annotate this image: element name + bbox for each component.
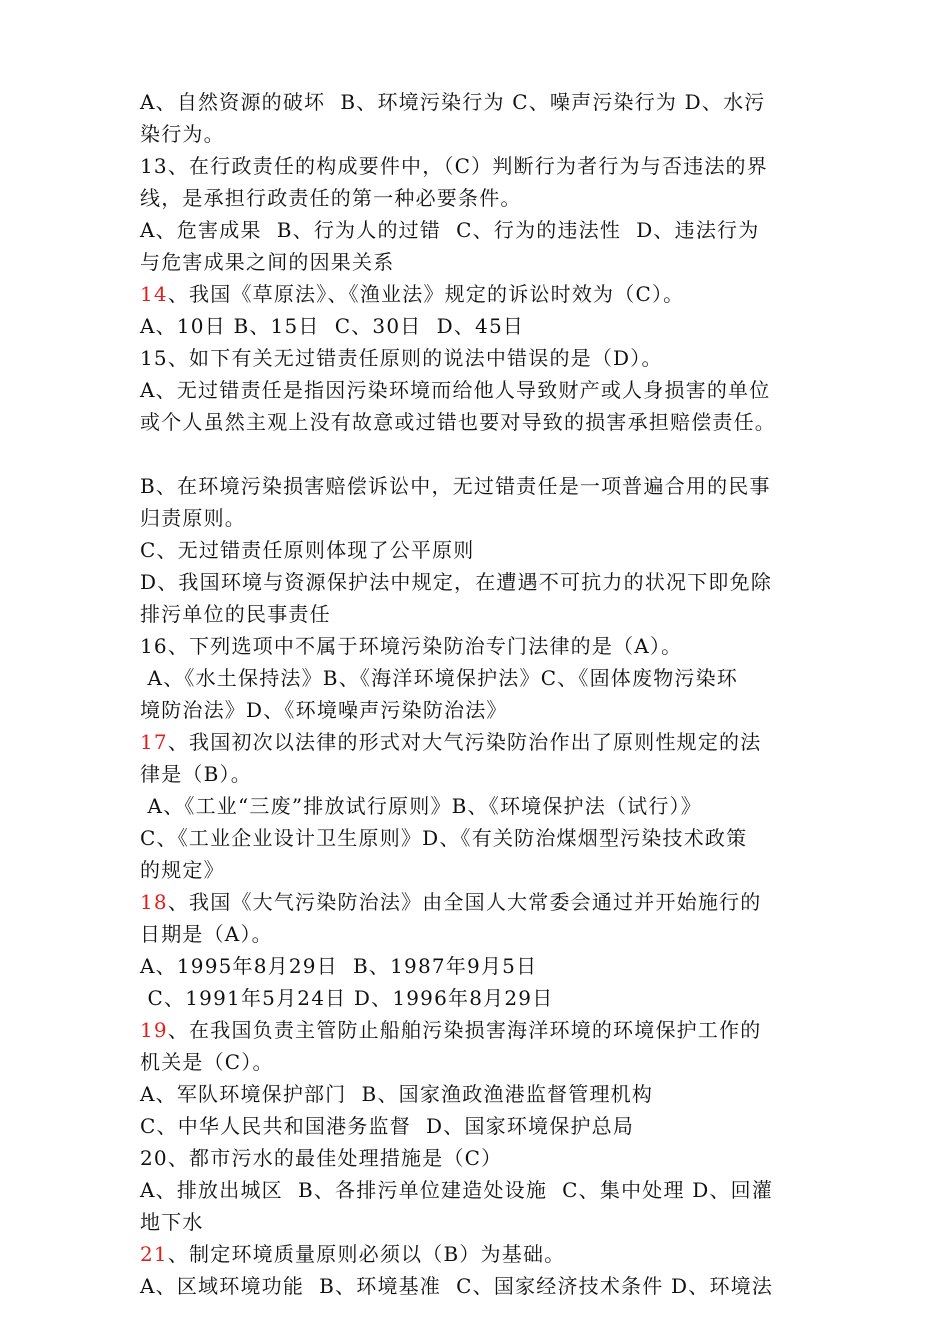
line-text: 、在行政责任的构成要件中，（C）判断行为者行为与否违法的界 bbox=[167, 154, 768, 178]
line-text: C、1991年5月24日 D、1996年8月29日 bbox=[140, 986, 554, 1010]
question-line bbox=[140, 630, 820, 662]
question-line bbox=[140, 150, 820, 182]
blank-line bbox=[140, 438, 820, 470]
text-line bbox=[140, 1270, 820, 1302]
text-line bbox=[140, 1206, 820, 1238]
line-text: 、如下有关无过错责任原则的说法中错误的是（D）。 bbox=[167, 346, 663, 370]
text-line bbox=[140, 310, 820, 342]
text-line bbox=[140, 118, 820, 150]
text-line bbox=[140, 1078, 820, 1110]
text-line bbox=[140, 566, 820, 598]
text-line bbox=[140, 694, 820, 726]
line-text: 或个人虽然主观上没有故意或过错也要对导致的损害承担赔偿责任。 bbox=[140, 410, 776, 434]
text-line bbox=[140, 758, 820, 790]
line-text: 、制定环境质量原则必须以（B）为基础。 bbox=[167, 1242, 566, 1266]
question-line bbox=[140, 278, 820, 310]
text-line bbox=[140, 790, 820, 822]
line-text: D、我国环境与资源保护法中规定，在遭遇不可抗力的状况下即免除 bbox=[140, 570, 773, 594]
line-text: A、《工业“三废”排放试行原则》B、《环境保护法（试行）》 bbox=[140, 794, 702, 818]
text-line bbox=[140, 598, 820, 630]
text-line bbox=[140, 214, 820, 246]
line-text: 归责原则。 bbox=[140, 506, 246, 530]
line-text: 、我国《草原法》、《渔业法》规定的诉讼时效为（C）。 bbox=[167, 282, 685, 306]
line-text: B、在环境污染损害赔偿诉讼中，无过错责任是一项普遍合用的民事 bbox=[140, 474, 771, 498]
text-line bbox=[140, 502, 820, 534]
question-number: 21 bbox=[140, 1242, 168, 1266]
question-number: 20 bbox=[140, 1146, 168, 1170]
question-number: 19 bbox=[140, 1018, 168, 1042]
line-text: 境防治法》D、《环境噪声污染防治法》 bbox=[140, 698, 508, 722]
question-line bbox=[140, 886, 820, 918]
line-text: C、中华人民共和国港务监督 D、国家环境保护总局 bbox=[140, 1114, 635, 1138]
text-line bbox=[140, 182, 820, 214]
text-line bbox=[140, 854, 820, 886]
question-line bbox=[140, 1142, 820, 1174]
line-text: 、都市污水的最佳处理措施是（C） bbox=[167, 1146, 503, 1170]
text-line bbox=[140, 246, 820, 278]
question-line bbox=[140, 342, 820, 374]
text-line bbox=[140, 822, 820, 854]
question-number: 13 bbox=[140, 154, 168, 178]
question-number: 15 bbox=[140, 346, 168, 370]
line-text: 地下水 bbox=[140, 1210, 204, 1234]
text-line bbox=[140, 1046, 820, 1078]
text-line bbox=[140, 470, 820, 502]
line-text: A、无过错责任是指因污染环境而给他人导致财产或人身损害的单位 bbox=[140, 378, 771, 402]
question-number: 17 bbox=[140, 730, 168, 754]
line-text: A、1995年8月29日 B、1987年9月5日 bbox=[140, 954, 538, 978]
document-page bbox=[140, 86, 820, 1302]
question-number: 16 bbox=[140, 634, 168, 658]
line-text: 排污单位的民事责任 bbox=[140, 602, 331, 626]
line-text: A、区域环境功能 B、环境基准 C、国家经济技术条件 D、环境法 bbox=[140, 1274, 774, 1298]
text-line bbox=[140, 374, 820, 406]
line-text: A、军队环境保护部门 B、国家渔政渔港监督管理机构 bbox=[140, 1082, 654, 1106]
line-text: 、我国初次以法律的形式对大气污染防治作出了原则性规定的法 bbox=[167, 730, 762, 754]
line-text: A、《水土保持法》B、《海洋环境保护法》C、《固体废物污染环 bbox=[140, 666, 739, 690]
text-line bbox=[140, 406, 820, 438]
question-line bbox=[140, 726, 820, 758]
text-line bbox=[140, 534, 820, 566]
text-line bbox=[140, 982, 820, 1014]
line-text: 、下列选项中不属于环境污染防治专门法律的是（A）。 bbox=[167, 634, 683, 658]
line-text: 的规定》 bbox=[140, 858, 225, 882]
line-text: A、10日 B、15日 C、30日 D、45日 bbox=[140, 314, 525, 338]
line-text: A、排放出城区 B、各排污单位建造处设施 C、集中处理 D、回灌 bbox=[140, 1178, 774, 1202]
line-text: 、在我国负责主管防止船舶污染损害海洋环境的环境保护工作的 bbox=[167, 1018, 762, 1042]
text-line bbox=[140, 86, 820, 118]
text-line bbox=[140, 1174, 820, 1206]
line-text: 线，是承担行政责任的第一种必要条件。 bbox=[140, 186, 522, 210]
line-text: C、《工业企业设计卫生原则》D、《有关防治煤烟型污染技术政策 bbox=[140, 826, 748, 850]
question-line bbox=[140, 1014, 820, 1046]
line-text: 、我国《大气污染防治法》由全国人大常委会通过并开始施行的 bbox=[167, 890, 762, 914]
text-line bbox=[140, 918, 820, 950]
line-text: A、自然资源的破坏 B、环境污染行为 C、噪声污染行为 D、水污 bbox=[140, 90, 766, 114]
line-text: C、无过错责任原则体现了公平原则 bbox=[140, 538, 475, 562]
line-text: 机关是（C）。 bbox=[140, 1050, 274, 1074]
line-text: A、危害成果 B、行为人的过错 C、行为的违法性 D、违法行为 bbox=[140, 218, 760, 242]
line-text: 律是（B）。 bbox=[140, 762, 252, 786]
text-line bbox=[140, 662, 820, 694]
question-line bbox=[140, 1238, 820, 1270]
question-number: 18 bbox=[140, 890, 168, 914]
line-text: 日期是（A）。 bbox=[140, 922, 273, 946]
question-number: 14 bbox=[140, 282, 168, 306]
line-text: 与危害成果之间的因果关系 bbox=[140, 250, 395, 274]
text-line bbox=[140, 950, 820, 982]
text-line bbox=[140, 1110, 820, 1142]
line-text: 染行为。 bbox=[140, 122, 225, 146]
